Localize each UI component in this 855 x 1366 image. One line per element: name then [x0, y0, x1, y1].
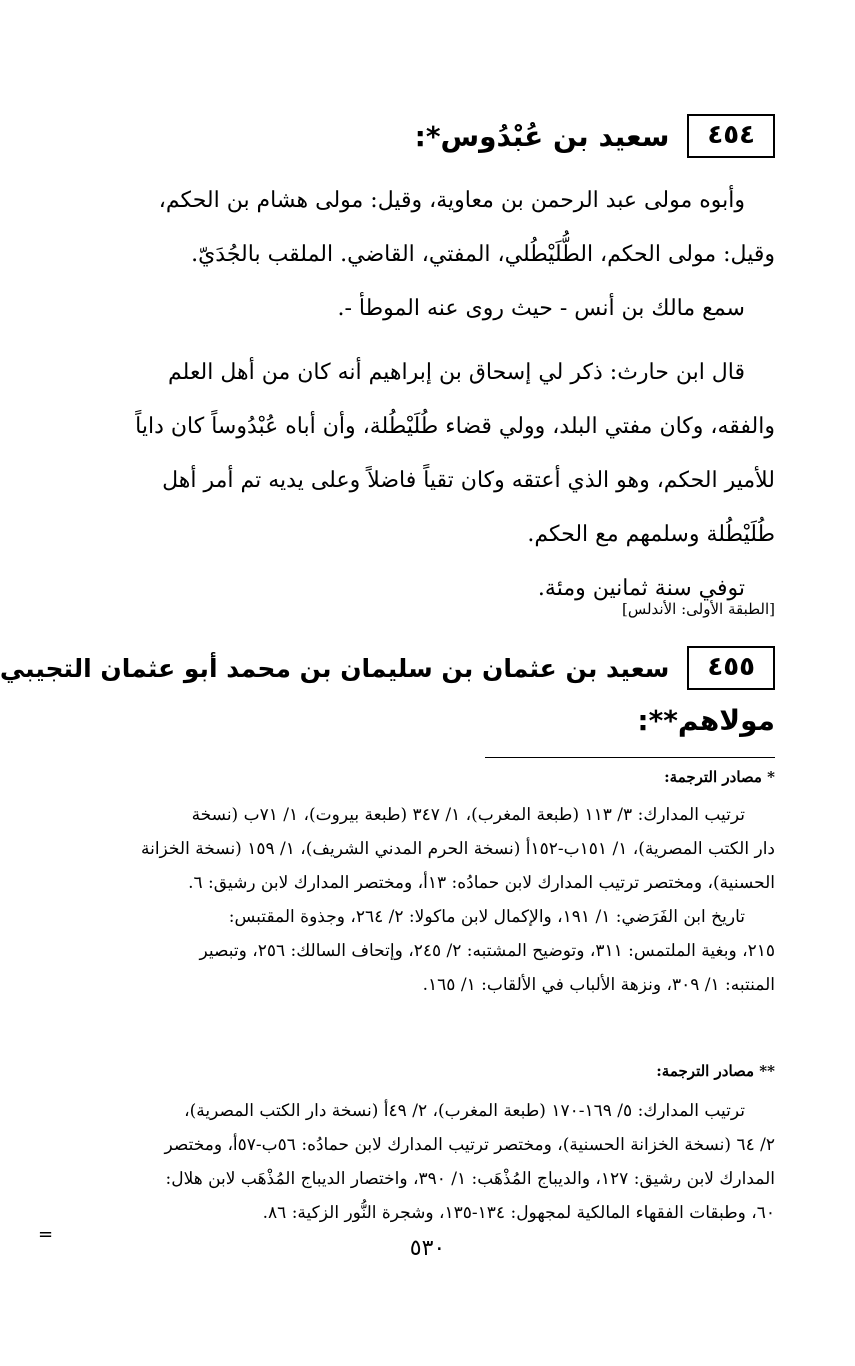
entry-title-continued: مولاهم**: — [637, 704, 775, 737]
footnote-line: المنتبه: ١/ ٣٠٩، ونزهة الألباب في الألقاب: ١/ ١٦٥. — [422, 975, 775, 995]
body-line: للأمير الحكم، وهو الذي أعتقه وكان تقياً فاضلاً وعلى يديه تم أمر أهل — [162, 468, 775, 493]
footnote-1-text — [75, 798, 775, 1002]
footnote-line: المدارك لابن رشيق: ١٢٧، والديباج المُذْهَب: ١/ ٣٩٠، واختصار الديباج المُذْهَب لابن هلال: — [165, 1169, 775, 1189]
entry-title: سعيد بن عثمان بن سليمان بن محمد أبو عثمان التجيبي — [0, 653, 670, 683]
body-line: توفي سنة ثمانين ومئة. — [537, 576, 745, 601]
rubric-tabaqa: [الطبقة الأولى: الأندلس] — [622, 600, 775, 618]
footnote-2-text — [75, 1094, 775, 1230]
entry-454-body — [75, 174, 775, 616]
footnote-line: ٦٠، وطبقات الفقهاء المالكية لمجهول: ١٣٤-١٣٥، وشجرة النُّور الزكية: ٨٦. — [262, 1203, 775, 1223]
entry-number-box: ٤٥٥ — [687, 646, 775, 690]
entry-title: سعيد بن عُبْدُوس*: — [414, 119, 670, 153]
footnote-line: ترتيب المدارك: ٣/ ١١٣ (طبعة المغرب)، ١/ ٣٤٧ (طبعة بيروت)، ١/ ٧١ب (نسخة — [191, 805, 745, 825]
continuation-mark: = — [38, 1224, 54, 1245]
entry-number-box: ٤٥٤ — [687, 114, 775, 158]
footnote-line: الحسنية)، ومختصر ترتيب المدارك لابن حمادُه: ١٣أ، ومختصر المدارك لابن رشيق: ٦. — [188, 873, 775, 893]
entry-455-heading — [0, 646, 775, 690]
footnote-1-title: * مصادر الترجمة: — [664, 768, 775, 786]
body-line: طُلَيْطُلة وسلمهم مع الحكم. — [527, 522, 775, 547]
footnote-line: ٢/ ٦٤ (نسخة الخزانة الحسنية)، ومختصر ترتيب المدارك لابن حمادُه: ٥٦ب-٥٧أ، ومختصر — [164, 1135, 775, 1155]
footnote-line: تاريخ ابن الفَرَضي: ١/ ١٩١، والإكمال لابن ماكولا: ٢/ ٢٦٤، وجذوة المقتبس: — [228, 907, 745, 927]
footnote-rule — [485, 757, 775, 758]
footnote-2-title: ** مصادر الترجمة: — [656, 1062, 775, 1080]
entry-454-heading — [415, 114, 775, 158]
body-line: والفقه، وكان مفتي البلد، وولي قضاء طُلَيْطُلة، وأن أباه عُبْدُوساً كان داياً — [135, 414, 775, 439]
footnote-line: ٢١٥، وبغية الملتمس: ٣١١، وتوضيح المشتبه: ٢/ ٢٤٥، وإتحاف السالك: ٢٥٦، وتبصير — [199, 941, 775, 961]
footnote-line: دار الكتب المصرية)، ١/ ١٥١ب-١٥٢أ (نسخة الحرم المدني الشريف)، ١/ ١٥٩ (نسخة الخزانة — [140, 839, 775, 859]
body-line: وأبوه مولى عبد الرحمن بن معاوية، وقيل: مولى هشام بن الحكم، — [158, 188, 745, 213]
page-number: ٥٣٠ — [409, 1236, 446, 1261]
body-line: وقيل: مولى الحكم، الطُّلَيْطُلي، المفتي، القاضي. الملقب بالجُدَيّ. — [191, 242, 775, 267]
body-line: سمع مالك بن أنس - حيث روى عنه الموطأ -. — [337, 296, 745, 321]
body-line: قال ابن حارث: ذكر لي إسحاق بن إبراهيم أنه كان من أهل العلم — [168, 360, 745, 385]
footnote-line: ترتيب المدارك: ٥/ ١٦٩-١٧٠ (طبعة المغرب)، ٢/ ٤٩أ (نسخة دار الكتب المصرية)، — [184, 1101, 745, 1121]
